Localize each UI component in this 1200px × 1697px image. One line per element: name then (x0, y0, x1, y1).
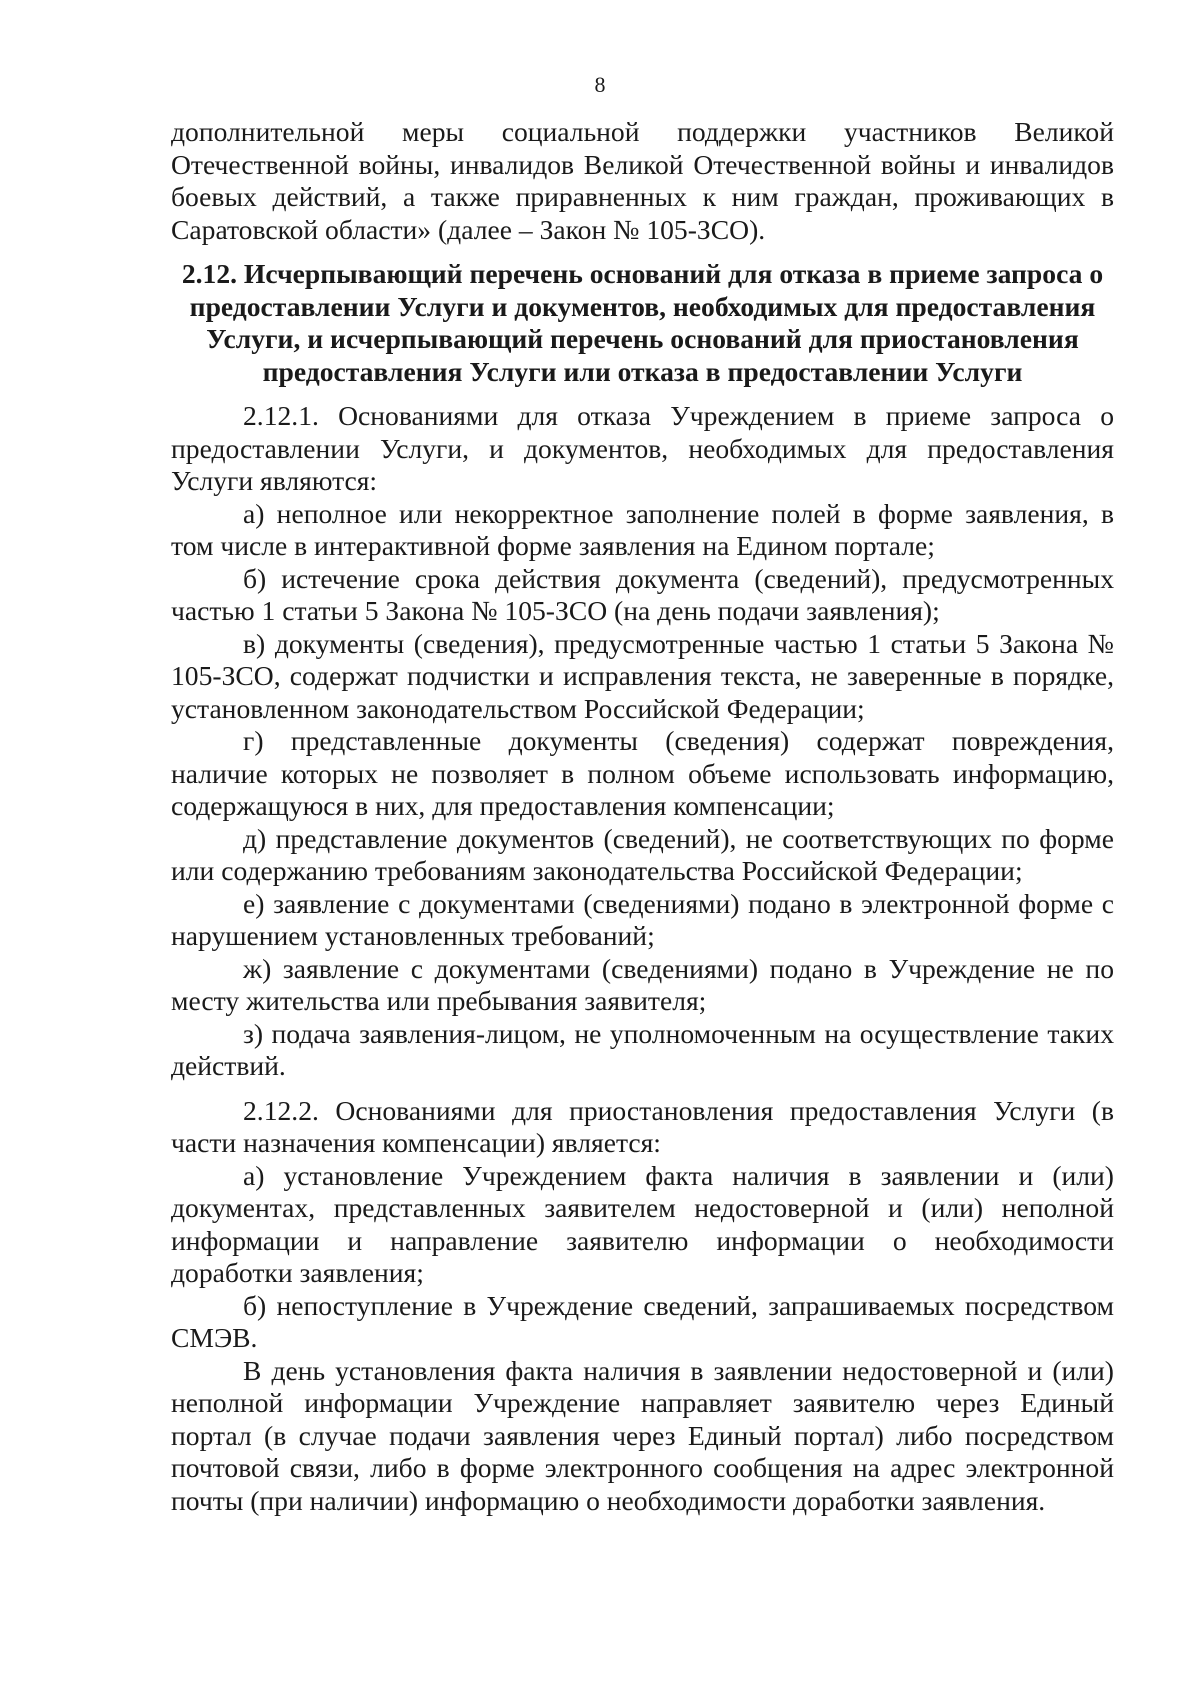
clause-2-12-1: 2.12.1. Основаниями для отказа Учреждением в приеме запроса о предоставлении Услуги, и документов, необходимых для предоставления Услуги являются: (171, 400, 1114, 496)
clause-2-12-1-item-v: в) документы (сведения), предусмотренные частью 1 статьи 5 Закона № 105-ЗСО, содержат подчистки и исправления текста, не заверенные в порядке, установленном законодательством Российской Федерации; (171, 627, 1114, 724)
document-body (171, 116, 1114, 1517)
intro-paragraph: дополнительной меры социальной поддержки участников Великой Отечественной войны, инвалидов Великой Отечественной войны и инвалидов боевых действий, а также приравненных к ним граждан, проживающих в Саратовской области» (далее – Закон № 105-ЗСО). (171, 116, 1114, 245)
clause-2-12-2-item-a: а) установление Учреждением факта наличия в заявлении и (или) документах, представленных заявителем недостоверной и (или) неполной информации и направление заявителю информации о необходимости доработки заявления; (171, 1159, 1114, 1288)
clause-2-12-1-item-e: е) заявление с документами (сведениями) подано в электронной форме с нарушением установленных требований; (171, 887, 1114, 951)
clause-2-12-1-item-b: б) истечение срока действия документа (сведений), предусмотренных частью 1 статьи 5 Закона № 105-ЗСО (на день подачи заявления); (171, 562, 1114, 626)
clause-2-12-1-item-g: г) представленные документы (сведения) содержат повреждения, наличие которых не позволяет в полном объеме использовать информацию, содержащуюся в них, для предоставления компенсации; (171, 725, 1114, 821)
clause-2-12-2: 2.12.2. Основаниями для приостановления предоставления Услуги (в части назначения компенсации) является: (171, 1094, 1114, 1158)
clause-2-12-1-item-a: а) неполное или некорректное заполнение полей в форме заявления, в том числе в интерактивной форме заявления на Едином портале; (171, 497, 1114, 561)
page-number: 8 (594, 72, 606, 97)
section-heading-2-12: 2.12. Исчерпывающий перечень оснований для отказа в приеме запроса о предоставлении Услуги и документов, необходимых для предоставления Услуги, и исчерпывающий перечень оснований для приостановления предоставления Услуги или отказа в предоставлении Услуги (181, 258, 1104, 387)
clause-2-12-2-item-b: б) непоступление в Учреждение сведений, запрашиваемых посредством СМЭВ. (171, 1289, 1114, 1353)
clause-2-12-1-item-zh: ж) заявление с документами (сведениями) подано в Учреждение не по месту жительства или пребывания заявителя; (171, 952, 1114, 1016)
clause-2-12-1-item-z: з) подача заявления-лицом, не уполномоченным на осуществление таких действий. (171, 1017, 1114, 1081)
clause-2-12-2-closing: В день установления факта наличия в заявлении недостоверной и (или) неполной информации Учреждение направляет заявителю через Единый портал (в случае подачи заявления через Единый портал) либо посредством почтовой связи, либо в форме электронного сообщения на адрес электронной почты (при наличии) информацию о необходимости доработки заявления. (171, 1354, 1114, 1516)
clause-2-12-1-item-d: д) представление документов (сведений), не соответствующих по форме или содержанию требованиям законодательства Российской Федерации; (171, 822, 1114, 886)
